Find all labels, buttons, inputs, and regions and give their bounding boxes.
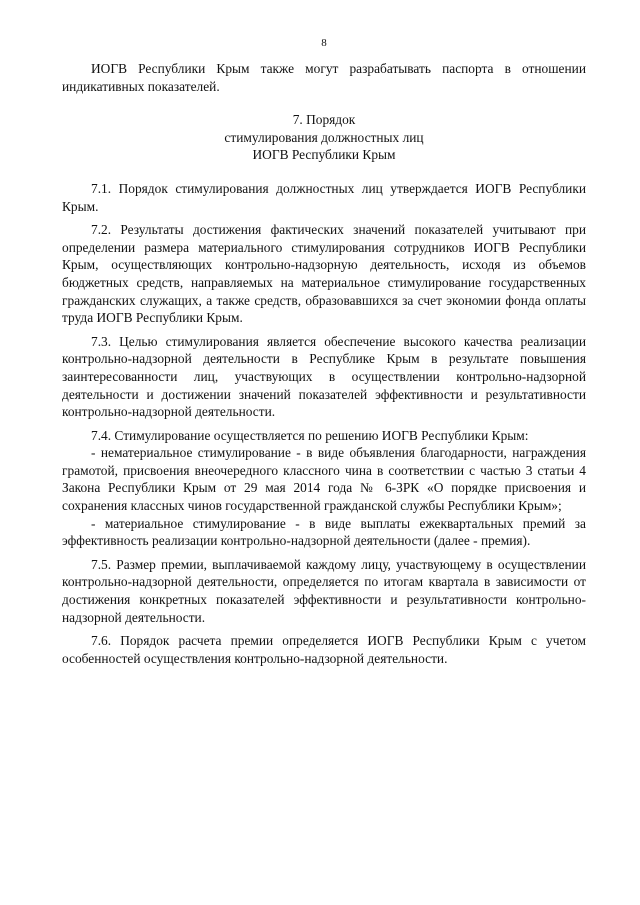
section-heading <box>62 111 586 164</box>
paragraph-7-4: 7.4. Стимулирование осуществляется по решению ИОГВ Республики Крым: <box>91 427 529 443</box>
paragraph-7-5: 7.5. Размер премии, выплачиваемой каждому лицу, участвующему в осуществлении контрольно-надзорной деятельности, определяется по итогам квартала в зависимости от достижения конкретных показателей эффективности и результативности контрольно-надзорной деятельности. <box>62 556 586 625</box>
intro-paragraph: ИОГВ Республики Крым также могут разрабатывать паспорта в отношении индикативных показателей. <box>62 61 586 94</box>
page-number: 8 <box>321 37 327 49</box>
paragraph-7-6: 7.6. Порядок расчета премии определяется ИОГВ Республики Крым с учетом особенностей осуществления контрольно-надзорной деятельности. <box>62 633 586 666</box>
paragraph-7-1: 7.1. Порядок стимулирования должностных лиц утверждается ИОГВ Республики Крым. <box>62 180 586 214</box>
section-title-number: 7. Порядок <box>292 112 356 128</box>
section-title-line-3: ИОГВ Республики Крым <box>252 147 396 163</box>
paragraph-7-4-item-a: - нематериальное стимулирование - в виде объявления благодарности, награждения грамотой, присвоения внеочередного классного чина в соответствии с частью 3 статьи 4 Закона Республики Крым от 29 мая 2014 года № 6-ЗРК «О порядке присвоения и сохранения классных чинов государственной гражданской службы Республики Крым»; <box>62 445 586 514</box>
paragraph-7-3: 7.3. Целью стимулирования является обеспечение высокого качества реализации контрольно-надзорной деятельности в Республике Крым в результате повышения заинтересованности лиц, участвующих в осуществлении контрольно-надзорной деятельности и достижении значений показателей эффективности и результативности контрольно-надзорной деятельности. <box>62 333 586 420</box>
document-page <box>62 36 586 667</box>
paragraph-7-4-item-b: - материальное стимулирование - в виде выплаты ежеквартальных премий за эффективность реализации контрольно-надзорной деятельности (далее - премия). <box>62 515 586 549</box>
section-title-line-2: стимулирования должностных лиц <box>224 129 424 145</box>
paragraph-7-2: 7.2. Результаты достижения фактических значений показателей учитывают при определении размера материального стимулирования сотрудников ИОГВ Республики Крым, осуществляющих контрольно-надзорную деятельность, исходя из объемов бюджетных средств, направляемых на материальное стимулирование государственных гражданских служащих, а также средств, образовавшихся за счет экономии фонда оплаты труда ИОГВ Республики Крым. <box>62 222 586 326</box>
